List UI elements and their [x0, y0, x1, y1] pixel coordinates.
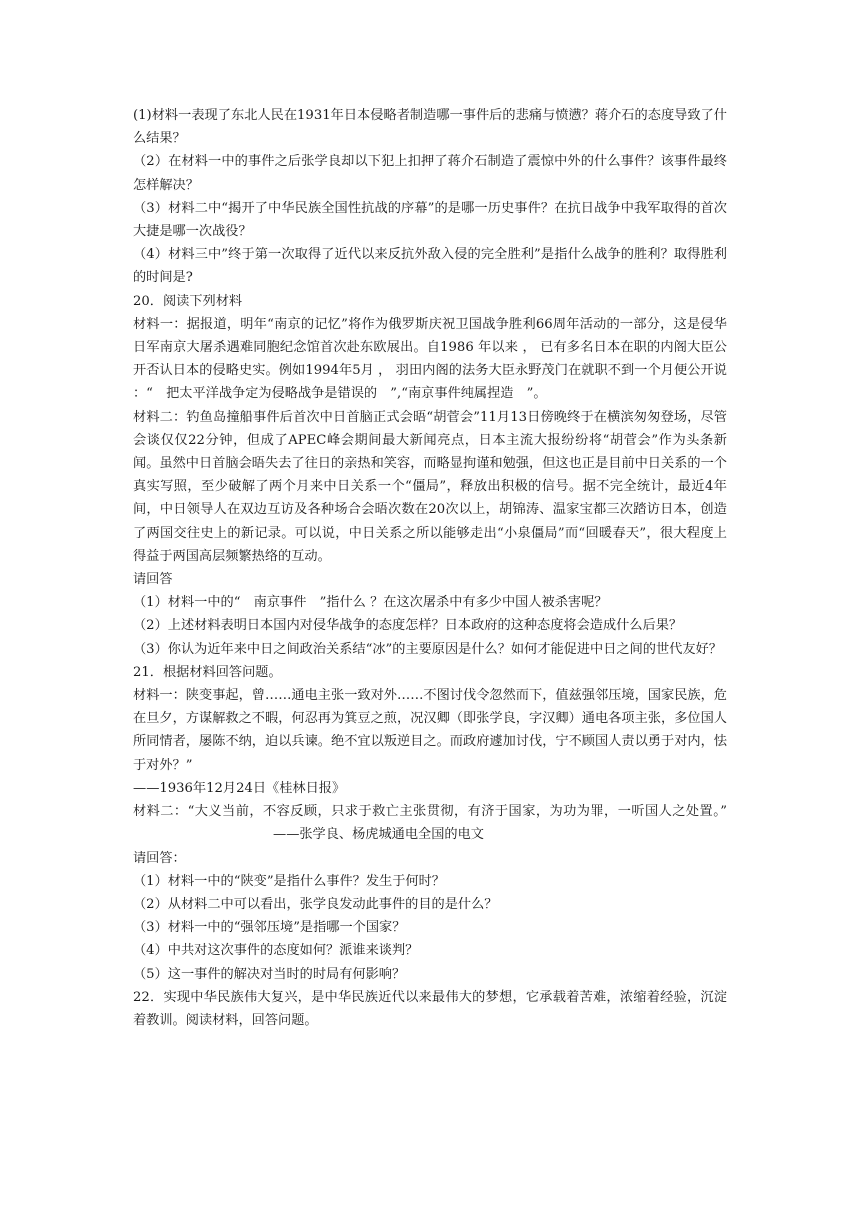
q20-material-2: 材料二：钓鱼岛撞船事件后首次中日首脑正式会晤“胡菅会”11月13日傍晚终于在横滨匆匆登场，尽管会谈仅仅22分钟，但成了APEC峰会期间最大新闻亮点，日本主流大报纷纷将“胡菅会”作为头条新闻。虽然中日首脑会晤失去了往日的亲热和笑容，而略显拘谨和勉强，但这也正是目前中日关系的一个真实写照，至少破解了两个月来中日关系一个“僵局”，释放出积极的信号。据不完全统计，最近4年间，中日领导人在双边互访及各种场合会晤次数在20次以上，胡锦涛、温家宝都三次踏访日本，创造了两国交往史上的新记录。可以说，中日关系之所以能够走出“小泉僵局”而“回暖春天”，很大程度上得益于两国高层频繁热络的互动。 — [133, 409, 727, 564]
q20-sub2: （2）上述材料表明日本国内对侵华战争的态度怎样？日本政府的这种态度将会造成什么后果？ — [133, 618, 683, 634]
q19-sub3: （3）材料二中“揭开了中华民族全国性抗战的序幕”的是哪一历史事件？在抗日战争中我军取得的首次大捷是哪一次战役？ — [133, 200, 727, 240]
q22-intro: 22．实现中华民族伟大复兴，是中华民族近代以来最伟大的梦想，它承载着苦难，浓缩着经验，沉淀着教训。阅读材料，回答问题。 — [133, 989, 727, 1028]
q19-sub4: （4）材料三中”终于第一次取得了近代以来反抗外敌入侵的完全胜利”是指什么战争的胜利？取得胜利的时间是? — [133, 247, 727, 286]
q21-sub3: （3）材料一中的“强邻压境”是指哪一个国家？ — [133, 920, 406, 936]
q20-material-1: 材料一：据报道，明年“南京的记忆”将作为俄罗斯庆祝卫国战争胜利66周年活动的一部分，这是侵华日军南京大屠杀遇难同胞纪念馆首次赴东欧展出。自1986 年以来 ， 已有多名日本在职的内阁大臣公开否认日本的侵略史实。例如1994年5月 ， 羽田内阁的法务大臣永野茂门在就职不到一个月便公开说 ：“ 把太平洋战争定为侵略战争是错误的 ”,“南京事件纯属捏造 ”。 — [133, 316, 727, 402]
question-19-subquestions — [133, 104, 727, 290]
q21-sub2: （2）从材料二中可以看出，张学良发动此事件的目的是什么？ — [133, 896, 498, 912]
q20-heading: 20．阅读下列材料 — [133, 293, 243, 309]
q21-material-1: 材料一：陕变事起，曾……通电主张一致对外……不图讨伐令忽然而下，值兹强邻压境，国家民族，危在旦夕，方谋解救之不暇，何忍再为箕豆之煎，况汉卿（即张学良，字汉卿）通电各项主张，多位国人所同情者，屡陈不纳，迫以兵谏。绝不宜以叛逆目之。而政府遽加讨伐，宁不顾国人责以勇于对内，怯于对外？” — [133, 688, 727, 773]
q20-prompt: 请回答 — [133, 572, 173, 588]
q20-sub3: （3）你认为近年来中日之间政治关系结“冰”的主要原因是什么？如何才能促进中日之间的世代友好？ — [133, 641, 722, 657]
q21-prompt: 请回答： — [133, 850, 186, 866]
q21-heading: 21．根据材料回答问题。 — [133, 664, 282, 680]
q21-sub1: （1）材料一中的“陕变”是指什么事件？发生于何时？ — [133, 873, 445, 889]
question-22 — [133, 986, 727, 1032]
q21-sub4: （4）中共对这次事件的态度如何？派谁来谈判？ — [133, 943, 419, 959]
question-20 — [133, 290, 727, 661]
q20-sub1: （1）材料一中的“ 南京事件 ”指什么 ？在这次屠杀中有多少中国人被杀害呢？ — [133, 595, 608, 611]
q19-sub2: （2）在材料一中的事件之后张学良却以下犯上扣押了蒋介石制造了震惊中外的什么事件？该事件最终怎样解决？ — [133, 154, 727, 193]
q21-material-1-source: ——1936年12月24日《桂林日报》 — [133, 780, 346, 796]
question-21 — [133, 661, 727, 986]
q19-sub1: (1)材料一表现了东北人民在1931年日本侵略者制造哪一事件后的悲痛与愤懑？蒋介石的态度导致了什么结果？ — [133, 108, 727, 147]
q21-material-2-source: ——张学良、杨虎城通电全国的电文 — [273, 827, 484, 843]
q21-material-2 — [133, 800, 727, 846]
q21-material-2-text: 材料二：“大义当前，不容反顾，只求于救亡主张贯彻，有济于国家，为功为罪，一听国人之处置。” — [133, 804, 727, 820]
document-page — [133, 104, 727, 1032]
q21-sub5: （5）这一事件的解决对当时的时局有何影响？ — [133, 966, 406, 982]
